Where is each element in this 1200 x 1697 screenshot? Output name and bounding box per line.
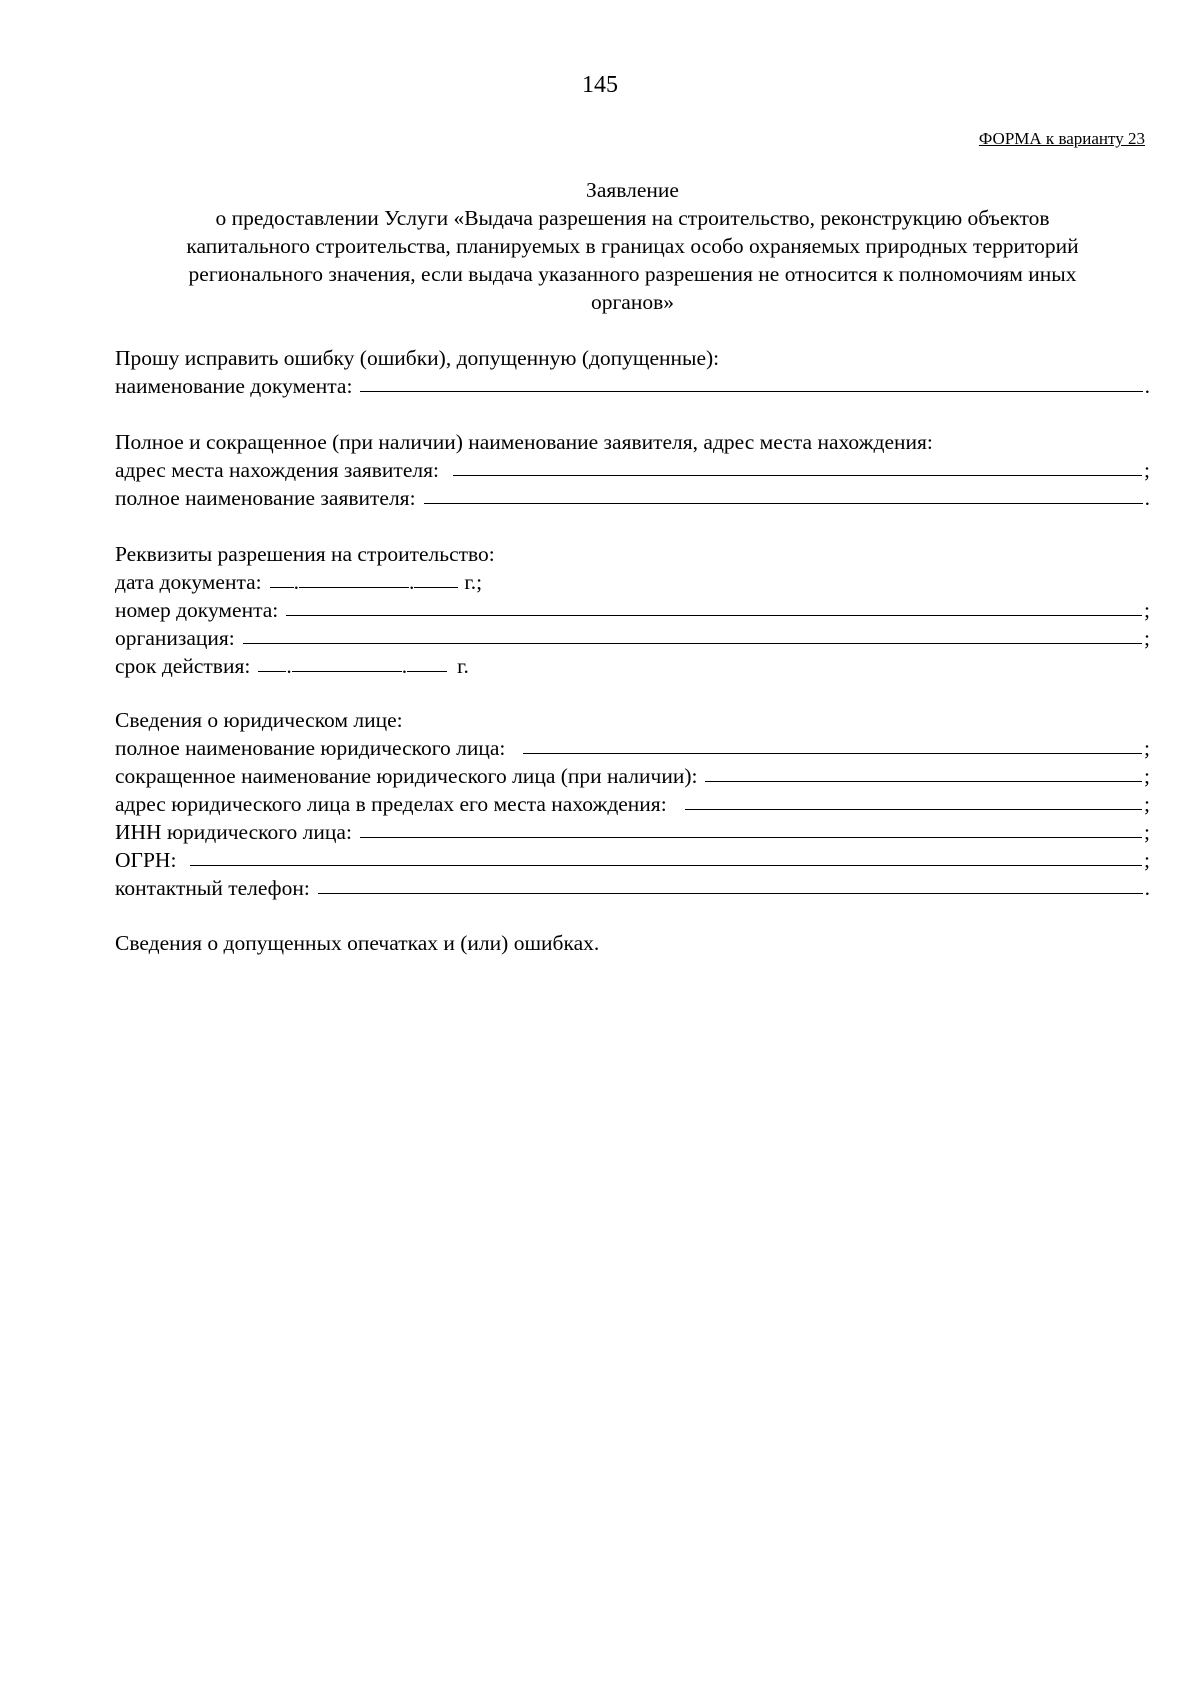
date-month-blank[interactable] <box>299 567 409 588</box>
date-year-blank[interactable] <box>414 567 458 588</box>
le-inn-field <box>115 818 1150 846</box>
field-terminator: ; <box>1144 764 1150 788</box>
validity-year-suffix: г. <box>457 654 469 678</box>
le-address-field <box>115 790 1150 818</box>
applicant-address-label: адрес места нахождения заявителя: <box>115 458 439 482</box>
permit-org-blank[interactable] <box>243 623 1142 644</box>
application-title <box>115 176 1150 316</box>
typos-intro: Сведения о допущенных опечатках и (или) ошибках. <box>115 931 600 955</box>
correction-intro: Прошу исправить ошибку (ошибки), допущенную (допущенные): <box>115 346 720 370</box>
field-terminator: ; <box>1144 848 1150 872</box>
permit-org-label: организация: <box>115 626 235 650</box>
le-short-name-label: сокращенное наименование юридического лица (при наличии): <box>115 764 698 788</box>
validity-month-blank[interactable] <box>292 651 402 672</box>
field-terminator: ; <box>1144 626 1150 650</box>
le-inn-blank[interactable] <box>360 817 1142 838</box>
validity-year-blank[interactable] <box>407 651 447 672</box>
le-short-name-field <box>115 762 1150 790</box>
field-terminator: . <box>1144 486 1150 510</box>
permit-date-label: дата документа: <box>115 570 262 594</box>
le-address-label: адрес юридического лица в пределах его места нахождения: <box>115 792 667 816</box>
permit-date-field <box>115 568 1150 596</box>
field-terminator: ; <box>1144 820 1150 844</box>
le-full-name-field <box>115 734 1150 762</box>
legal-entity-intro: Сведения о юридическом лице: <box>115 708 403 732</box>
le-full-name-blank[interactable] <box>523 733 1142 754</box>
permit-validity-field <box>115 652 1150 680</box>
typos-section <box>115 929 1150 957</box>
permit-intro: Реквизиты разрешения на строительство: <box>115 542 495 566</box>
permit-validity-label: срок действия: <box>115 654 251 678</box>
date-day-blank[interactable] <box>270 567 294 588</box>
doc-name-label: наименование документа: <box>115 374 353 398</box>
permit-number-field <box>115 596 1150 624</box>
date-separator: . <box>286 654 292 678</box>
doc-name-blank[interactable] <box>360 371 1142 392</box>
field-terminator: . <box>1144 374 1150 398</box>
validity-day-blank[interactable] <box>258 651 286 672</box>
le-phone-field <box>115 874 1150 902</box>
date-year-suffix: г.; <box>464 570 483 594</box>
date-separator: . <box>293 570 300 594</box>
permit-number-label: номер документа: <box>115 598 279 622</box>
date-separator: . <box>409 570 415 594</box>
permit-number-blank[interactable] <box>286 595 1142 616</box>
title-line: о предоставлении Услуги «Выдача разрешения на строительство, реконструкцию объектов <box>215 206 1050 230</box>
field-terminator: ; <box>1144 598 1150 622</box>
le-ogrn-blank[interactable] <box>190 845 1142 866</box>
le-phone-blank[interactable] <box>318 873 1143 894</box>
legal-entity-section <box>115 706 1150 902</box>
field-terminator: . <box>1144 876 1150 900</box>
title-line: органов» <box>590 290 675 314</box>
date-separator: . <box>401 654 408 678</box>
le-full-name-label: полное наименование юридического лица: <box>115 736 506 760</box>
field-terminator: ; <box>1144 792 1150 816</box>
applicant-full-name-blank[interactable] <box>424 483 1143 504</box>
applicant-address-blank[interactable] <box>453 455 1142 476</box>
applicant-full-name-field <box>115 484 1150 512</box>
le-address-blank[interactable] <box>685 789 1142 810</box>
correction-request-section <box>115 344 1150 400</box>
page-number: 145 <box>582 72 618 98</box>
title-line: регионального значения, если выдача указанного разрешения не относится к полномочиям иных <box>188 262 1077 286</box>
le-ogrn-label: ОГРН: <box>115 848 177 872</box>
permit-org-field <box>115 624 1150 652</box>
applicant-address-field <box>115 456 1150 484</box>
le-ogrn-field <box>115 846 1150 874</box>
doc-name-field <box>115 372 1150 400</box>
applicant-intro: Полное и сокращенное (при наличии) наименование заявителя, адрес места нахождения: <box>115 430 933 454</box>
field-terminator: ; <box>1144 736 1150 760</box>
le-phone-label: контактный телефон: <box>115 876 310 900</box>
le-short-name-blank[interactable] <box>705 761 1142 782</box>
applicant-section <box>115 428 1150 512</box>
applicant-full-name-label: полное наименование заявителя: <box>115 486 416 510</box>
title-heading: Заявление <box>586 178 679 202</box>
permit-section <box>115 540 1150 680</box>
title-line: капитального строительства, планируемых в границах особо охраняемых природных территорий <box>186 234 1079 258</box>
form-reference: ФОРМА к варианту 23 <box>978 129 1145 148</box>
field-terminator: ; <box>1144 458 1150 482</box>
le-inn-label: ИНН юридического лица: <box>115 820 352 844</box>
